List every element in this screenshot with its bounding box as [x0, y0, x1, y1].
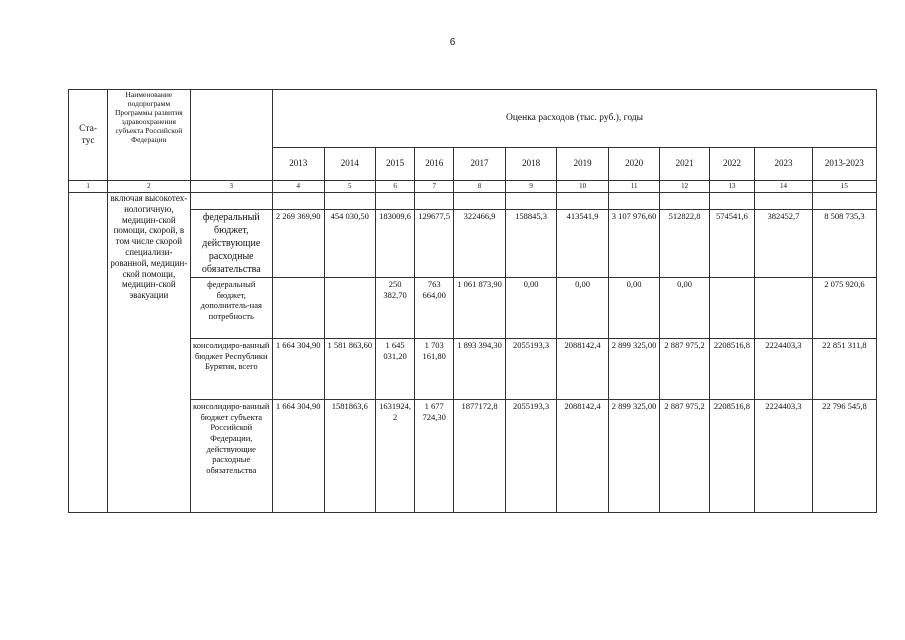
value-cell: 2088142,4 [557, 400, 609, 513]
table-cell [415, 193, 454, 210]
value-cell: 1 664 304,90 [272, 339, 324, 400]
column-number: 15 [812, 181, 876, 193]
value-cell: 2208516,8 [709, 400, 754, 513]
value-cell: 2224403,3 [755, 400, 813, 513]
value-cell: 2208516,8 [709, 339, 754, 400]
table-row [69, 193, 877, 210]
funding-source: федеральный бюджет, действующие расходные обязательства [190, 210, 272, 278]
column-number: 1 [69, 181, 108, 193]
column-number: 9 [505, 181, 557, 193]
column-number: 4 [272, 181, 324, 193]
value-cell: 0,00 [505, 278, 557, 339]
source-header [190, 90, 272, 181]
value-cell: 250 382,70 [376, 278, 415, 339]
table-cell [608, 193, 660, 210]
value-cell: 22 851 311,8 [812, 339, 876, 400]
value-cell [755, 278, 813, 339]
table-row [69, 210, 877, 278]
year-header: 2019 [557, 148, 609, 181]
value-cell: 2 887 975,2 [660, 400, 709, 513]
table-cell [272, 193, 324, 210]
value-cell: 1631924,2 [376, 400, 415, 513]
year-header: 2014 [324, 148, 376, 181]
year-header: 2017 [454, 148, 506, 181]
value-cell: 0,00 [660, 278, 709, 339]
value-cell: 0,00 [608, 278, 660, 339]
table-cell [709, 193, 754, 210]
value-cell [272, 278, 324, 339]
table-cell [505, 193, 557, 210]
column-number: 14 [755, 181, 813, 193]
column-number: 5 [324, 181, 376, 193]
column-number: 3 [190, 181, 272, 193]
expense-estimate-table [68, 89, 877, 513]
value-cell: 3 107 976,60 [608, 210, 660, 278]
table-row [69, 400, 877, 513]
value-cell: 2 899 325,00 [608, 400, 660, 513]
value-cell: 382452,7 [755, 210, 813, 278]
subprogram-description: включая высокотех-нологичную, медицин-ской помощи, скорой, в том числе скорой специализи-рованной, медицин-ской помощи, медицин-ской эвакуации [108, 193, 190, 513]
year-header: 2013 [272, 148, 324, 181]
value-cell: 1 677 724,30 [415, 400, 454, 513]
value-cell: 1 061 873,90 [454, 278, 506, 339]
status-header: Ста- тус [69, 90, 108, 181]
value-cell [324, 278, 376, 339]
table-row [69, 339, 877, 400]
column-number: 2 [108, 181, 190, 193]
value-cell: 1 645 031,20 [376, 339, 415, 400]
value-cell: 1877172,8 [454, 400, 506, 513]
table-cell [324, 193, 376, 210]
year-header: 2022 [709, 148, 754, 181]
column-number: 6 [376, 181, 415, 193]
value-cell: 2 899 325,00 [608, 339, 660, 400]
estimate-header: Оценка расходов (тыс. руб.), годы [272, 90, 876, 148]
column-numbers-row [69, 181, 877, 193]
value-cell: 2088142,4 [557, 339, 609, 400]
value-cell: 1 893 394,30 [454, 339, 506, 400]
value-cell: 512822,8 [660, 210, 709, 278]
table-cell [557, 193, 609, 210]
year-header: 2021 [660, 148, 709, 181]
value-cell: 763 664,00 [415, 278, 454, 339]
value-cell: 1 703 161,80 [415, 339, 454, 400]
table-cell [812, 193, 876, 210]
status-cell [69, 193, 108, 513]
column-number: 11 [608, 181, 660, 193]
value-cell: 1 581 863,60 [324, 339, 376, 400]
table-cell [190, 193, 272, 210]
value-cell: 2 887 975,2 [660, 339, 709, 400]
subprogram-name-header: Наименование подпрограмм Программы развития здравоохранения субъекта Российской Федерации [108, 90, 190, 181]
page-number: 6 [449, 37, 456, 48]
table-cell [376, 193, 415, 210]
value-cell: 2224403,3 [755, 339, 813, 400]
value-cell: 2 075 920,6 [812, 278, 876, 339]
column-number: 7 [415, 181, 454, 193]
table-cell [454, 193, 506, 210]
table-cell [660, 193, 709, 210]
value-cell: 183009,6 [376, 210, 415, 278]
column-number: 12 [660, 181, 709, 193]
table-row [69, 278, 877, 339]
value-cell: 2055193,3 [505, 339, 557, 400]
value-cell: 574541,6 [709, 210, 754, 278]
year-header: 2013-2023 [812, 148, 876, 181]
value-cell: 1581863,6 [324, 400, 376, 513]
value-cell: 8 508 735,3 [812, 210, 876, 278]
funding-source: консолидиро-ванный бюджет субъекта Российской Федерации, действующие расходные обязательства [190, 400, 272, 513]
value-cell: 454 030,50 [324, 210, 376, 278]
header-row [69, 90, 877, 148]
value-cell: 22 796 545,8 [812, 400, 876, 513]
value-cell: 322466,9 [454, 210, 506, 278]
value-cell: 2055193,3 [505, 400, 557, 513]
year-header: 2016 [415, 148, 454, 181]
value-cell: 413541,9 [557, 210, 609, 278]
year-header: 2018 [505, 148, 557, 181]
value-cell: 1 664 304,90 [272, 400, 324, 513]
year-header: 2020 [608, 148, 660, 181]
value-cell: 0,00 [557, 278, 609, 339]
table-cell [755, 193, 813, 210]
value-cell [709, 278, 754, 339]
value-cell: 2 269 369,90 [272, 210, 324, 278]
value-cell: 129677,5 [415, 210, 454, 278]
funding-source: консолидиро-ванный бюджет Республики Бурятия, всего [190, 339, 272, 400]
value-cell: 158845,3 [505, 210, 557, 278]
column-number: 8 [454, 181, 506, 193]
funding-source: федеральный бюджет, дополнитель-ная потребность [190, 278, 272, 339]
year-header: 2015 [376, 148, 415, 181]
year-header: 2023 [755, 148, 813, 181]
column-number: 10 [557, 181, 609, 193]
column-number: 13 [709, 181, 754, 193]
